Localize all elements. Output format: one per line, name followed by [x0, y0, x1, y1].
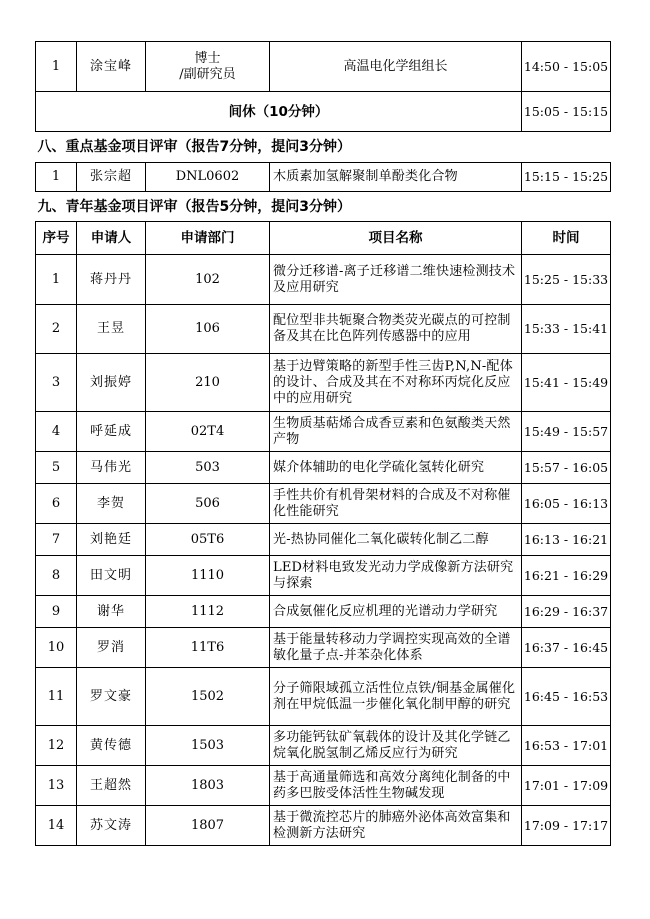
department-code: 210 [146, 354, 270, 412]
time-slot: 16:29 - 16:37 [522, 596, 611, 628]
time-slot: 16:13 - 16:21 [522, 524, 611, 556]
row-number: 4 [36, 412, 77, 452]
row-number: 11 [36, 668, 77, 726]
time-slot: 15:49 - 15:57 [522, 412, 611, 452]
table-row [36, 354, 611, 412]
row-number: 3 [36, 354, 77, 412]
row-number: 7 [36, 524, 77, 556]
department-code: 1503 [146, 726, 270, 766]
row-number: 9 [36, 596, 77, 628]
applicant-name: 张宗超 [77, 163, 146, 192]
table-row [36, 412, 611, 452]
header-project: 项目名称 [270, 222, 522, 255]
time-slot: 16:45 - 16:53 [522, 668, 611, 726]
applicant-name: 罗消 [77, 628, 146, 668]
time-slot: 17:01 - 17:09 [522, 766, 611, 806]
applicant-title [146, 42, 270, 92]
applicant-name: 刘艳廷 [77, 524, 146, 556]
table-row [36, 255, 611, 305]
row-number: 8 [36, 556, 77, 596]
applicant-name: 呼延成 [77, 412, 146, 452]
project-name: 多功能钙钛矿氧载体的设计及其化学链乙烷氧化脱氢制乙烯反应行为研究 [270, 726, 522, 766]
time-slot: 17:09 - 17:17 [522, 806, 611, 846]
table-row [36, 452, 611, 484]
row-number: 13 [36, 766, 77, 806]
time-slot: 16:05 - 16:13 [522, 484, 611, 524]
applicant-name: 黄传德 [77, 726, 146, 766]
applicant-name: 李贺 [77, 484, 146, 524]
project-name: 基于能量转移动力学调控实现高效的全谱敏化量子点-并苯杂化体系 [270, 628, 522, 668]
table-row [36, 806, 611, 846]
time-slot: 15:25 - 15:33 [522, 255, 611, 305]
project-name: 高温电化学组组长 [270, 42, 522, 92]
section-9-title: 九、青年基金项目评审（报告5分钟，提问3分钟） [36, 192, 611, 222]
department-code: 506 [146, 484, 270, 524]
project-name: 分子筛限域孤立活性位点铁/铜基金属催化剂在甲烷低温一步催化氧化制甲醇的研究 [270, 668, 522, 726]
time-slot: 15:57 - 16:05 [522, 452, 611, 484]
department-code: 11T6 [146, 628, 270, 668]
department-code: 106 [146, 305, 270, 354]
applicant-name: 蒋丹丹 [77, 255, 146, 305]
project-name: 基于边臂策略的新型手性三齿P,N,N-配体的设计、合成及其在不对称环丙烷化反应中的应用研究 [270, 354, 522, 412]
project-name: 合成氨催化反应机理的光谱动力学研究 [270, 596, 522, 628]
header-time: 时间 [522, 222, 611, 255]
table-row [36, 668, 611, 726]
row-number: 2 [36, 305, 77, 354]
project-name: 木质素加氢解聚制单酚类化合物 [270, 163, 522, 192]
time-slot: 14:50 - 15:05 [522, 42, 611, 92]
section-8-title: 八、重点基金项目评审（报告7分钟，提问3分钟） [36, 132, 611, 163]
table-row [36, 163, 611, 192]
schedule-table [35, 41, 611, 846]
row-number: 12 [36, 726, 77, 766]
project-name: 基于高通量筛选和高效分离纯化制备的中药多巴胺受体活性生物碱发现 [270, 766, 522, 806]
department-code: 1502 [146, 668, 270, 726]
project-name: 微分迁移谱-离子迁移谱二维快速检测技术及应用研究 [270, 255, 522, 305]
applicant-name: 涂宝峰 [77, 42, 146, 92]
section-heading-row [36, 132, 611, 163]
time-slot: 16:53 - 17:01 [522, 726, 611, 766]
header-department: 申请部门 [146, 222, 270, 255]
applicant-name: 谢华 [77, 596, 146, 628]
department-code: 1112 [146, 596, 270, 628]
department-code: 05T6 [146, 524, 270, 556]
row-number: 1 [36, 163, 77, 192]
header-number: 序号 [36, 222, 77, 255]
time-slot: 15:15 - 15:25 [522, 163, 611, 192]
applicant-name: 田文明 [77, 556, 146, 596]
row-number: 1 [36, 42, 77, 92]
department-code: 02T4 [146, 412, 270, 452]
time-slot: 15:41 - 15:49 [522, 354, 611, 412]
applicant-name: 王昱 [77, 305, 146, 354]
title-line-2: /副研究员 [179, 66, 236, 82]
table-row [36, 524, 611, 556]
header-applicant: 申请人 [77, 222, 146, 255]
row-number: 1 [36, 255, 77, 305]
project-name: 光-热协同催化二氧化碳转化制乙二醇 [270, 524, 522, 556]
break-row [36, 92, 611, 132]
table-header-row [36, 222, 611, 255]
applicant-name: 王超然 [77, 766, 146, 806]
break-label: 间休（10分钟） [36, 92, 522, 132]
break-time: 15:05 - 15:15 [522, 92, 611, 132]
table-row [36, 484, 611, 524]
department-code: 503 [146, 452, 270, 484]
project-name: 手性共价有机骨架材料的合成及不对称催化性能研究 [270, 484, 522, 524]
applicant-name: 马伟光 [77, 452, 146, 484]
table-row [36, 305, 611, 354]
table-row [36, 628, 611, 668]
row-number: 10 [36, 628, 77, 668]
table-row [36, 766, 611, 806]
table-row [36, 726, 611, 766]
time-slot: 16:21 - 16:29 [522, 556, 611, 596]
project-name: LED材料电致发光动力学成像新方法研究与探索 [270, 556, 522, 596]
time-slot: 15:33 - 15:41 [522, 305, 611, 354]
applicant-name: 苏文涛 [77, 806, 146, 846]
project-name: 生物质基萜烯合成香豆素和色氨酸类天然产物 [270, 412, 522, 452]
time-slot: 16:37 - 16:45 [522, 628, 611, 668]
department-code: 1807 [146, 806, 270, 846]
row-number: 14 [36, 806, 77, 846]
title-line-1: 博士 [194, 50, 221, 66]
project-name: 媒介体辅助的电化学硫化氢转化研究 [270, 452, 522, 484]
applicant-name: 刘振婷 [77, 354, 146, 412]
department-code: DNL0602 [146, 163, 270, 192]
table-row [36, 596, 611, 628]
department-code: 102 [146, 255, 270, 305]
table-row [36, 42, 611, 92]
applicant-name: 罗文豪 [77, 668, 146, 726]
row-number: 5 [36, 452, 77, 484]
department-code: 1110 [146, 556, 270, 596]
section-heading-row [36, 192, 611, 222]
project-name: 配位型非共轭聚合物类荧光碳点的可控制备及其在比色阵列传感器中的应用 [270, 305, 522, 354]
project-name: 基于微流控芯片的肺癌外泌体高效富集和检测新方法研究 [270, 806, 522, 846]
row-number: 6 [36, 484, 77, 524]
table-row [36, 556, 611, 596]
department-code: 1803 [146, 766, 270, 806]
